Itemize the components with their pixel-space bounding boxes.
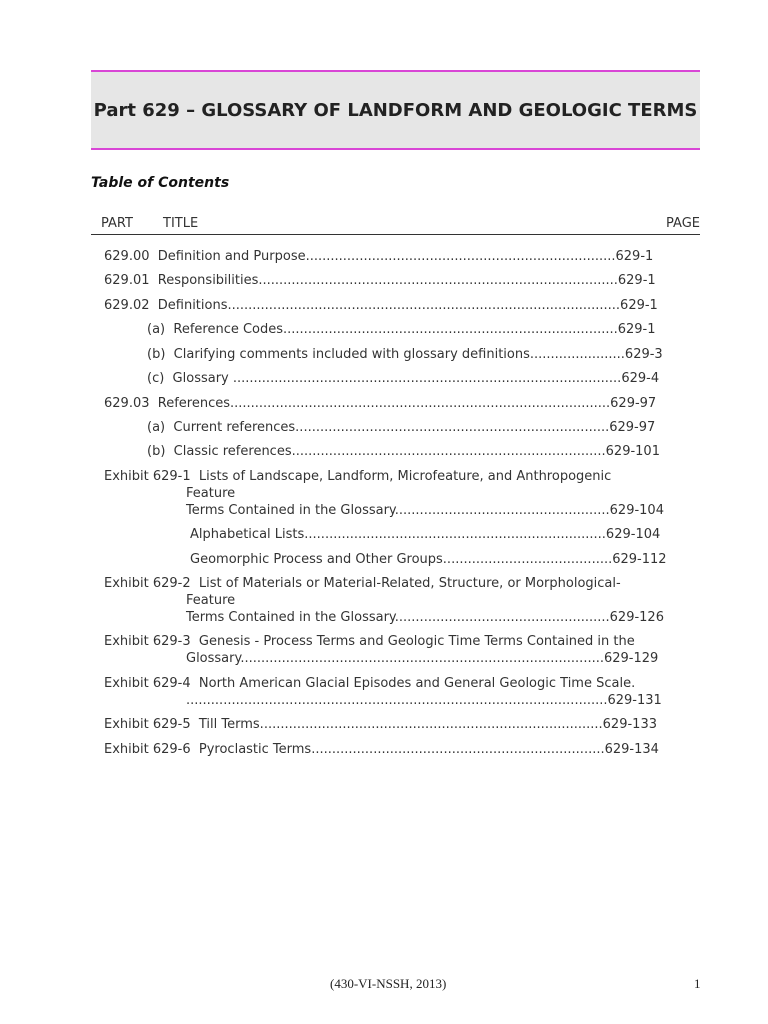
toc-entry[interactable]: ......................................................................................................629-131	[186, 693, 662, 708]
toc-entry[interactable]: 629.03 References............................................................................................629-97	[104, 396, 657, 411]
toc-entry[interactable]: Exhibit 629-5 Till Terms...................................................................................629-133	[104, 717, 657, 732]
toc-entry[interactable]: Exhibit 629-1 Lists of Landscape, Landform, Microfeature, and Anthropogenic	[104, 469, 612, 484]
toc-entry[interactable]: Glossary........................................................................................629-129	[186, 651, 659, 666]
toc-entry[interactable]: 629.00 Definition and Purpose...........................................................................629-1	[104, 249, 654, 264]
toc-heading: Table of Contents	[91, 175, 230, 191]
toc-entry[interactable]: Exhibit 629-2 List of Materials or Material-Related, Structure, or Morphological-	[104, 576, 621, 591]
toc-entry[interactable]: Exhibit 629-6 Pyroclastic Terms.......................................................................629-134	[104, 742, 659, 757]
toc-entry[interactable]: 629.01 Responsibilities.......................................................................................629-1	[104, 273, 656, 288]
column-part-label: PART	[101, 216, 133, 231]
title-band	[91, 70, 700, 150]
column-title-label: TITLE	[163, 216, 199, 231]
toc-entry[interactable]: (b) Classic references............................................................................629-101	[147, 444, 660, 459]
toc-entry[interactable]: Terms Contained in the Glossary....................................................629-126	[186, 610, 664, 625]
toc-entry-continuation: Feature	[186, 593, 236, 608]
toc-entry[interactable]: 629.02 Definitions...............................................................................................629-1	[104, 298, 658, 313]
column-page-label: PAGE	[666, 216, 700, 231]
toc-column-header	[91, 216, 700, 235]
toc-entry[interactable]: Terms Contained in the Glossary....................................................629-104	[186, 503, 664, 518]
footer-page-number: 1	[694, 976, 701, 991]
toc-entry[interactable]: (a) Current references............................................................................629-97	[147, 420, 656, 435]
toc-entry[interactable]: (a) Reference Codes.................................................................................629-1	[147, 322, 656, 337]
toc-entry[interactable]: Geomorphic Process and Other Groups.........................................629-112	[190, 552, 667, 567]
page-title: Part 629 – GLOSSARY OF LANDFORM AND GEOLOGIC TERMS	[93, 99, 698, 121]
toc-entry-continuation: Feature	[186, 486, 236, 501]
toc-entry[interactable]: Alphabetical Lists.........................................................................629-104	[190, 527, 661, 542]
toc-entry[interactable]: Exhibit 629-3 Genesis - Process Terms and Geologic Time Terms Contained in the	[104, 634, 635, 649]
footer-doc-id: (430-VI-NSSH, 2013)	[330, 976, 447, 991]
toc-entry[interactable]: (c) Glossary ..............................................................................................629-4	[147, 371, 660, 386]
toc-entry[interactable]: Exhibit 629-4 North American Glacial Episodes and General Geologic Time Scale.	[104, 676, 636, 691]
toc-entry[interactable]: (b) Clarifying comments included with glossary definitions.......................629-3	[147, 347, 663, 362]
